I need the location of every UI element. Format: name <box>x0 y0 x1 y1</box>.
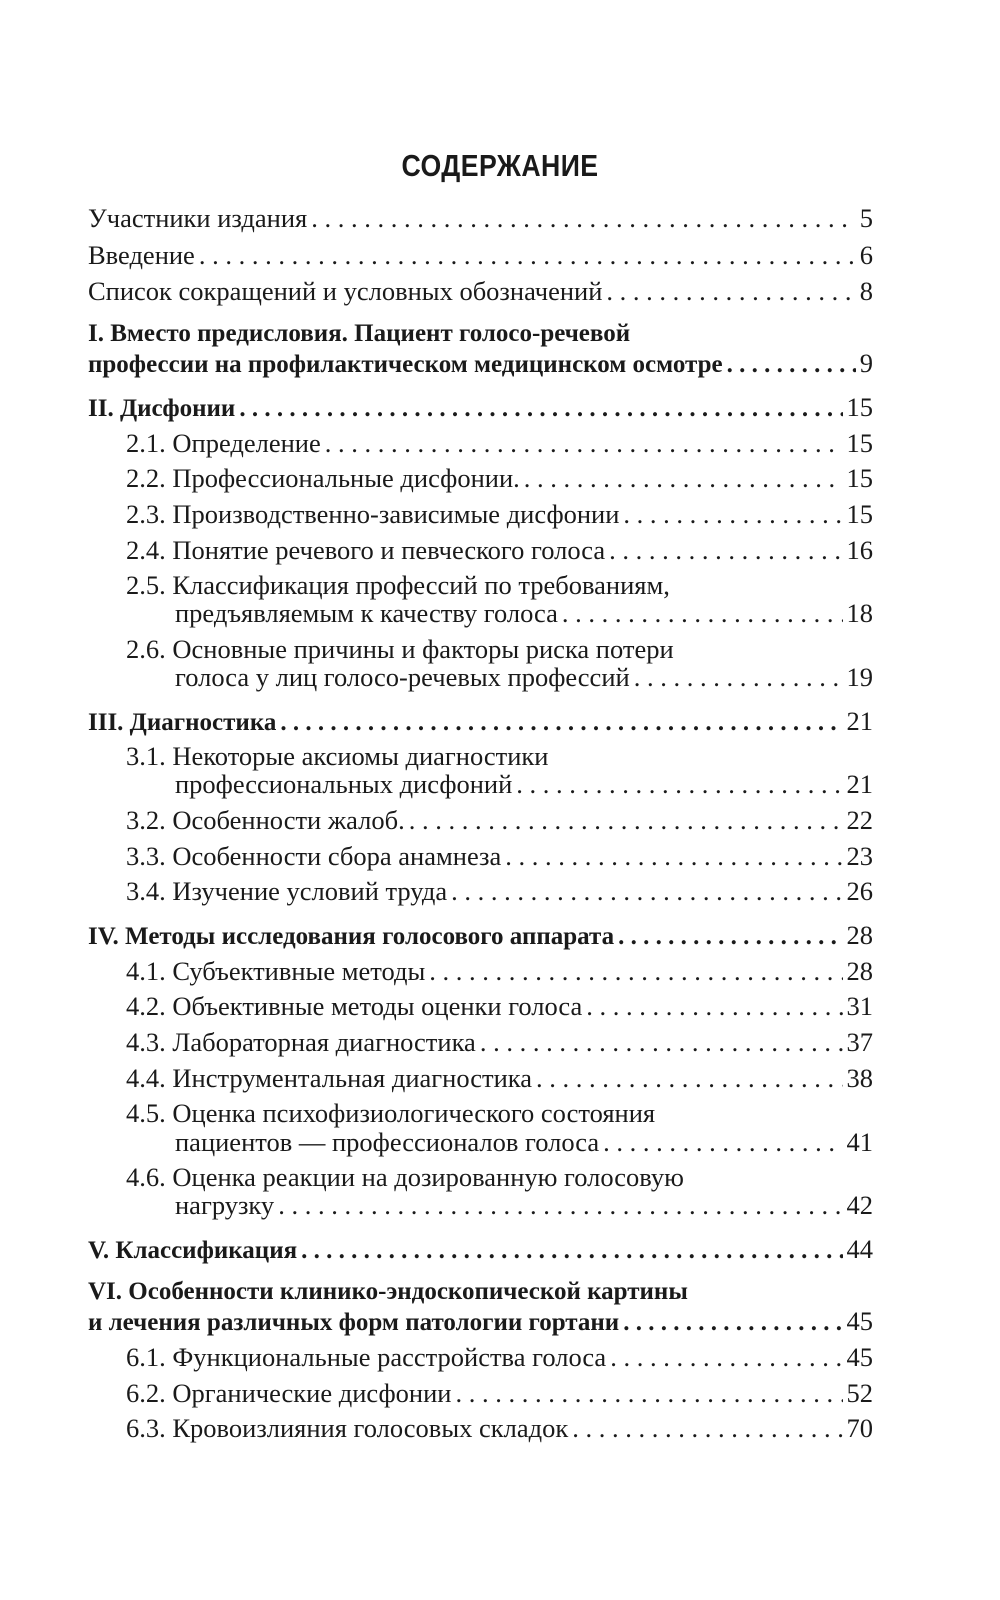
toc-entry <box>126 1342 873 1376</box>
toc-leader <box>606 276 855 307</box>
toc-entry <box>126 841 873 875</box>
toc-entry-text: 4.4. Инструментальная диагностика <box>126 1063 532 1093</box>
toc-page-number: 5 <box>859 203 873 233</box>
toc-entry <box>88 276 873 310</box>
toc-entry <box>126 1027 873 1061</box>
toc-entry <box>175 1127 873 1161</box>
toc-entry <box>175 662 873 696</box>
toc-entry-text: нагрузку <box>175 1190 275 1220</box>
toc-page-number: 21 <box>846 769 873 799</box>
toc-page-number: 70 <box>846 1413 873 1443</box>
toc-leader <box>455 1378 842 1409</box>
toc-leader <box>516 769 842 800</box>
toc-page-number: 18 <box>846 598 873 628</box>
toc-page-number: 22 <box>846 805 873 835</box>
toc-entry-text: 2.6. Основные причины и факторы риска потери <box>126 634 674 664</box>
toc-leader <box>325 428 843 459</box>
toc-leader <box>524 463 843 494</box>
toc-entry-text: профессиональных дисфоний <box>175 769 513 799</box>
toc-entry-text: 4.6. Оценка реакции на дозированную голосовую <box>126 1162 684 1192</box>
toc-entry <box>126 956 873 990</box>
toc-page-number: 15 <box>846 428 873 458</box>
toc-leader <box>278 1190 842 1221</box>
toc-entry-text: 3.2. Особенности жалоб. <box>126 805 405 835</box>
toc-leader <box>409 805 843 836</box>
toc-entry-text: 4.1. Субъективные методы <box>126 956 426 986</box>
toc-entry-text: IV. Методы исследования голосового аппарата <box>88 923 615 950</box>
toc-entry-text: Список сокращений и условных обозначений <box>88 276 603 306</box>
toc-entry-text: Участники издания <box>88 203 308 233</box>
toc-entry <box>175 769 873 803</box>
toc-entry-text: 2.4. Понятие речевого и певческого голоса <box>126 535 606 565</box>
toc-entry-text: V. Классификация <box>88 1237 298 1264</box>
toc-entry-text: 2.1. Определение <box>126 428 321 458</box>
toc-leader <box>480 1027 843 1058</box>
toc-leader <box>610 1342 842 1373</box>
toc-page-number: 52 <box>846 1378 873 1408</box>
toc-leader <box>562 598 843 629</box>
toc-leader <box>727 351 856 379</box>
toc-chapter <box>88 920 873 954</box>
toc-leader <box>311 203 856 234</box>
toc-entry <box>126 428 873 462</box>
toc-page-number: 15 <box>846 463 873 493</box>
toc-page-number: 15 <box>846 499 873 529</box>
toc-entry-text: 6.2. Органические дисфонии <box>126 1378 452 1408</box>
toc-entry <box>126 805 873 839</box>
toc-entry-text: III. Диагностика <box>88 709 277 736</box>
toc-entry-text: 6.3. Кровоизлияния голосовых складок <box>126 1413 569 1443</box>
toc-entry <box>126 535 873 569</box>
toc-leader <box>623 1309 842 1337</box>
toc-entry-text: 3.1. Некоторые аксиомы диагностики <box>126 741 549 771</box>
toc-leader <box>603 1127 842 1158</box>
toc-page-number: 19 <box>846 662 873 692</box>
toc-entry-text: II. Дисфонии <box>88 395 236 422</box>
toc-leader <box>536 1063 843 1094</box>
toc-page-number: 8 <box>859 276 873 306</box>
page-title: СОДЕРЖАНИЕ <box>401 148 599 183</box>
toc-page-number: 23 <box>846 841 873 871</box>
toc-leader <box>239 395 842 423</box>
toc-entry <box>175 1190 873 1224</box>
toc-leader <box>429 956 842 987</box>
toc-page-number: 37 <box>846 1027 873 1057</box>
toc-entry-text: профессии на профилактическом медицинском осмотре <box>88 351 723 378</box>
toc-page-number: 31 <box>846 991 873 1021</box>
toc-entry <box>126 1063 873 1097</box>
toc-page-number: 28 <box>846 920 873 950</box>
toc-leader <box>280 709 842 737</box>
toc-leader <box>618 923 842 951</box>
toc-entry-text: и лечения различных форм патологии гортани <box>88 1309 620 1336</box>
toc-chapter <box>88 392 873 426</box>
toc-entry-text: 6.1. Функциональные расстройства голоса <box>126 1342 607 1372</box>
toc-entry-text: 2.2. Профессиональные дисфонии. <box>126 463 520 493</box>
toc-entry-text: пациентов — профессионалов голоса <box>175 1127 600 1157</box>
toc-chapter <box>88 1234 873 1268</box>
toc-chapter-heading: VI. Особенности клинико-эндоскопической картины <box>88 1278 688 1305</box>
toc-entry <box>126 1378 873 1412</box>
toc-page-number: 44 <box>846 1234 873 1264</box>
toc-entry <box>175 598 873 632</box>
toc-leader <box>609 535 842 566</box>
toc-entry-text: 3.4. Изучение условий труда <box>126 876 448 906</box>
toc-leader <box>586 991 842 1022</box>
toc-page-number: 21 <box>846 706 873 736</box>
toc-page-number: 16 <box>846 535 873 565</box>
toc-chapter <box>88 348 873 382</box>
toc-page-number: 42 <box>846 1190 873 1220</box>
toc-entry <box>126 991 873 1025</box>
toc-chapter <box>88 706 873 740</box>
toc-entry-text: Введение <box>88 240 195 270</box>
toc-leader <box>634 662 843 693</box>
toc-entry <box>126 1413 873 1447</box>
toc-entry-text: 2.5. Классификация профессий по требованиям, <box>126 570 670 600</box>
toc-leader <box>572 1413 842 1444</box>
toc-entry <box>126 499 873 533</box>
toc-page-number: 26 <box>846 876 873 906</box>
toc-leader <box>505 841 842 872</box>
toc-leader <box>623 499 842 530</box>
toc-page-number: 38 <box>846 1063 873 1093</box>
toc-entry-text: 4.2. Объективные методы оценки голоса <box>126 991 583 1021</box>
toc-leader <box>301 1237 842 1265</box>
toc-leader <box>451 876 842 907</box>
toc-entry-text: 4.3. Лабораторная диагностика <box>126 1027 476 1057</box>
toc-entry <box>126 463 873 497</box>
toc-entry-text: 3.3. Особенности сбора анамнеза <box>126 841 502 871</box>
toc-entry <box>88 203 873 237</box>
toc-page-number: 45 <box>846 1306 873 1336</box>
toc-page-number: 15 <box>846 392 873 422</box>
toc-entry <box>88 240 873 274</box>
toc-entry-text: 4.5. Оценка психофизиологического состояния <box>126 1098 656 1128</box>
toc-page-number: 28 <box>846 956 873 986</box>
toc-entry-text: предъявляемым к качеству голоса <box>175 598 558 628</box>
toc-chapter-heading: I. Вместо предисловия. Пациент голосо-речевой <box>88 320 631 347</box>
toc-entry <box>126 876 873 910</box>
toc-page-number: 41 <box>846 1127 873 1157</box>
toc-leader <box>199 240 856 271</box>
toc-entry-text: 2.3. Производственно-зависимые дисфонии <box>126 499 620 529</box>
toc-chapter <box>88 1306 873 1340</box>
toc-entry-text: голоса у лиц голосо-речевых профессий <box>175 662 630 692</box>
toc-page-number: 45 <box>846 1342 873 1372</box>
toc-page-number: 6 <box>859 240 873 270</box>
toc-page-number: 9 <box>859 348 873 378</box>
